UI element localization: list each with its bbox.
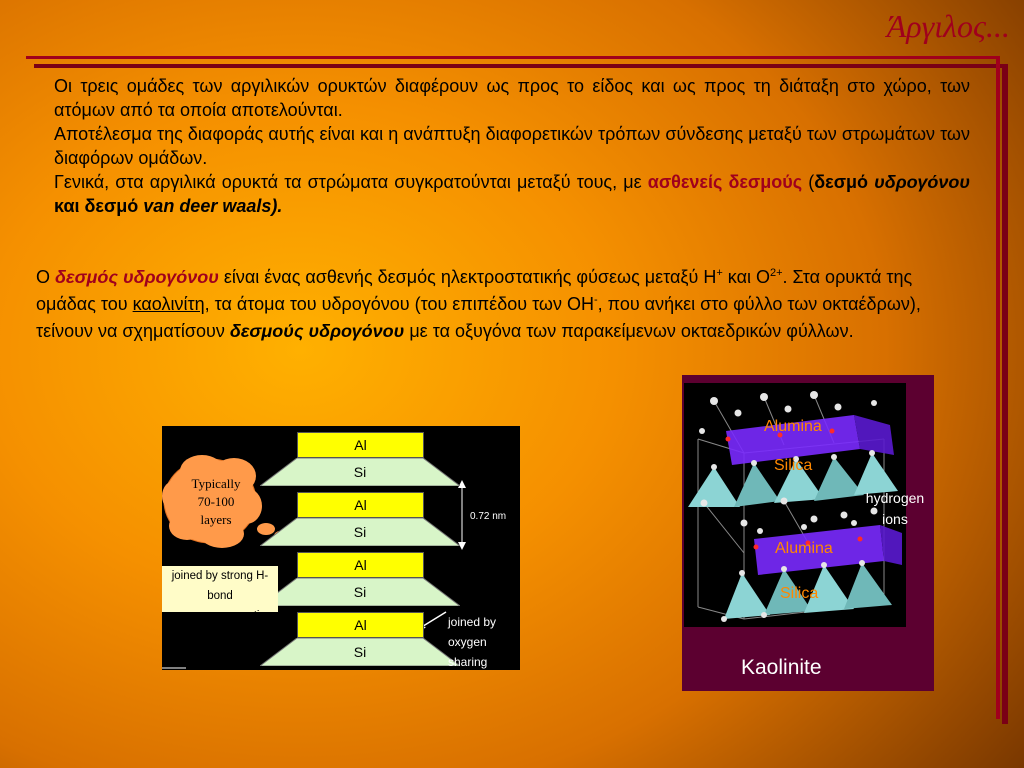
alumina-label-bottom: Alumina xyxy=(775,540,833,557)
van-der-waals-term: van deer waals). xyxy=(143,196,283,216)
h-bond-line-2: ∴no easy separation xyxy=(167,610,273,622)
hydrogen-ions-label xyxy=(860,488,930,530)
al-layer-1: Al xyxy=(297,432,424,458)
al-layer-2: Al xyxy=(297,492,424,518)
si-layer-1 xyxy=(260,458,460,486)
si-label-1: Si xyxy=(353,464,367,480)
p2-text-4: . Στα ορυκτά της ομάδας του xyxy=(36,267,913,314)
p2-text-2: είναι ένας ασθενής δεσμός ηλεκτροστατικής φύσεως μεταξύ Η xyxy=(218,267,717,287)
oxygen-line-1: joined by oxygen xyxy=(448,615,497,649)
layers-count-note xyxy=(174,475,258,529)
layer-stack-diagram xyxy=(162,426,520,670)
si-layer-4 xyxy=(260,638,460,666)
ions-line-1: hydrogen xyxy=(865,490,925,506)
si-label-2: Si xyxy=(353,524,367,540)
p2-text-5: , τα άτομα του υδρογόνου (του επιπέδου των ΟΗ xyxy=(204,294,594,314)
ions-line-2: ions xyxy=(882,511,908,527)
si-layer-3 xyxy=(260,578,460,606)
si-label-4: Si xyxy=(353,644,367,660)
h-bond-note xyxy=(162,566,278,622)
oxygen-sharing-note xyxy=(448,612,522,672)
oxygen-line-2: sharing xyxy=(448,655,488,669)
si-layer-2 xyxy=(260,518,460,546)
kaolinite-structure-figure xyxy=(682,375,934,691)
silica-label-bottom: Silica xyxy=(780,585,819,602)
intro-line-3 xyxy=(54,170,970,218)
intro-paren: ( xyxy=(802,172,815,192)
p2-text-3: και Ο xyxy=(722,267,770,287)
sup-minus: - xyxy=(593,294,598,306)
intro-line-2: Αποτέλεσμα της διαφοράς αυτής είναι και η ανάπτυξη διαφορετικών τρόπων σύνδεσης μεταξύ των στρωμάτων των διαφόρων ομάδων. xyxy=(54,124,970,168)
hydrogen-bond-term: δεσμός υδρογόνου xyxy=(55,267,219,287)
hydrogen-bonds-term: δεσμούς υδρογόνου xyxy=(229,321,405,341)
intro-line-3-start: Γενικά, στα αργιλικά ορυκτά τα στρώματα συγκρατούνται μεταξύ τους, με xyxy=(54,172,648,192)
cloud-line-3: layers xyxy=(200,512,232,527)
kaolinite-caption: Kaolinite xyxy=(741,656,822,679)
hydrogen-bond-paragraph xyxy=(36,264,966,345)
si-label-3: Si xyxy=(353,584,367,600)
p2-text-1: Ο xyxy=(36,267,56,287)
al-layer-4: Al xyxy=(297,612,424,638)
sup-2plus: 2+ xyxy=(769,267,783,279)
kaolinite-link-text: καολινίτη xyxy=(132,294,205,314)
p2-text-7: με τα οξυγόνα των παρακείμενων οκταεδρικών φύλλων. xyxy=(404,321,854,341)
slide-title: Άργιλος... xyxy=(886,8,1010,44)
intro-text-block xyxy=(54,74,970,218)
hydrogen-word: υδρογόνου xyxy=(874,172,971,192)
cloud-line-1: Typically xyxy=(191,476,241,491)
al-layer-3: Al xyxy=(297,552,424,578)
alumina-label-top: Alumina xyxy=(764,418,822,435)
and-bond-word: και δεσμό xyxy=(54,196,144,216)
sup-plus: + xyxy=(716,267,723,279)
p2-text-6: , που ανήκει στο φύλλο των οκταέδρων), τείνουν να σχηματίσουν xyxy=(36,294,921,341)
weak-bonds-term: ασθενείς δεσμούς xyxy=(647,172,803,192)
layer-thickness-label: 0.72 nm xyxy=(470,511,507,522)
cloud-line-2: 70-100 xyxy=(197,494,235,509)
bond-word: δεσμό xyxy=(814,172,875,192)
intro-line-1: Οι τρεις ομάδες των αργιλικών ορυκτών διαφέρουν ως προς το είδος και ως προς τη διάταξη στο χώρο, των ατόμων από τα οποία αποτελούνται. xyxy=(54,76,970,120)
silica-label-top: Silica xyxy=(774,457,813,474)
h-bond-line-1: joined by strong H-bond xyxy=(171,570,269,602)
